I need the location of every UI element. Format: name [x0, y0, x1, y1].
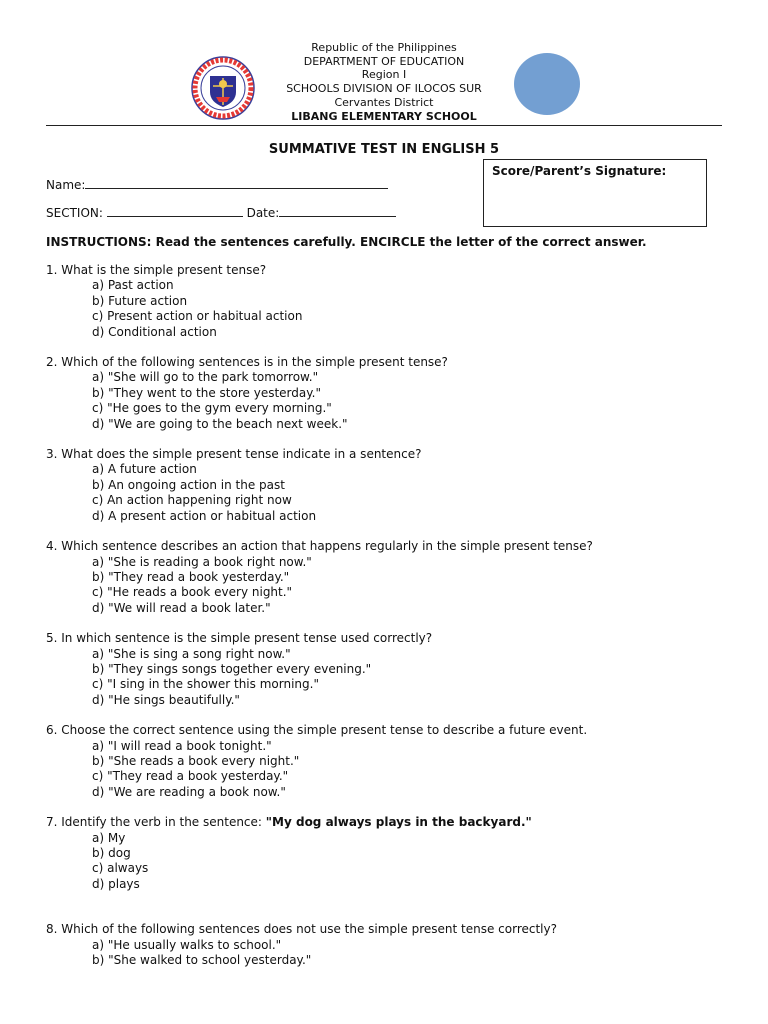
- header-line-department: DEPARTMENT OF EDUCATION: [303, 54, 465, 68]
- option-a[interactable]: a) Past action: [92, 278, 174, 293]
- question-text: 4. Which sentence describes an action that happens regularly in the simple present tense?: [46, 539, 593, 554]
- question-text: 8. Which of the following sentences does not use the simple present tense correctly?: [46, 922, 557, 937]
- option-b[interactable]: b) An ongoing action in the past: [92, 477, 285, 492]
- option-a[interactable]: a) A future action: [92, 462, 197, 477]
- question-5: [46, 631, 736, 708]
- option-b[interactable]: b) "They sings songs together every evening.": [92, 661, 372, 676]
- header-line-republic: Republic of the Philippines: [311, 41, 457, 54]
- name-blank-line[interactable]: [85, 177, 388, 189]
- name-field[interactable]: [46, 177, 388, 192]
- header-line-region: Region I: [361, 68, 407, 82]
- question-text: 2. Which of the following sentences is in the simple present tense?: [46, 355, 448, 370]
- instructions: INSTRUCTIONS: Read the sentences carefully. ENCIRCLE the letter of the correct answer.: [46, 235, 647, 249]
- question-text: [46, 815, 736, 830]
- question-text: 6. Choose the correct sentence using the simple present tense to describe a future event.: [46, 723, 588, 738]
- question-text: 3. What does the simple present tense indicate in a sentence?: [46, 447, 422, 462]
- question-3: [46, 447, 736, 524]
- question-6: [46, 723, 736, 800]
- option-d[interactable]: d) Conditional action: [92, 324, 217, 339]
- option-c[interactable]: c) always: [92, 861, 149, 876]
- question-2: [46, 355, 736, 432]
- option-a[interactable]: a) "She will go to the park tomorrow.": [92, 370, 319, 385]
- question-text: 5. In which sentence is the simple present tense used correctly?: [46, 631, 433, 646]
- header-line-district: Cervantes District: [334, 95, 434, 109]
- score-label: Score/Parent’s Signature:: [492, 164, 667, 178]
- date-blank-line[interactable]: [279, 205, 396, 217]
- question-quote: "My dog always plays in the backyard.": [265, 815, 532, 830]
- header-line-division: SCHOOLS DIVISION OF ILOCOS SUR: [286, 82, 482, 96]
- section-blank-line[interactable]: [107, 205, 243, 217]
- deped-seal-icon: [191, 56, 255, 120]
- option-c[interactable]: c) "I sing in the shower this morning.": [92, 677, 319, 692]
- option-a[interactable]: a) "I will read a book tonight.": [92, 738, 272, 753]
- option-a[interactable]: a) My: [92, 830, 126, 845]
- option-c[interactable]: c) Present action or habitual action: [92, 309, 303, 324]
- letterhead: [0, 41, 768, 123]
- option-d[interactable]: d) "We are reading a book now.": [92, 784, 286, 799]
- school-name: LIBANG ELEMENTARY SCHOOL: [291, 109, 477, 123]
- section-label: SECTION:: [46, 206, 103, 220]
- question-list: [46, 263, 736, 983]
- option-c[interactable]: c) "He reads a book every night.": [92, 585, 293, 600]
- option-b[interactable]: b) "She walked to school yesterday.": [92, 953, 312, 968]
- option-d[interactable]: d) "We are going to the beach next week.": [92, 416, 348, 431]
- option-d[interactable]: d) "We will read a book later.": [92, 600, 271, 615]
- blue-circle-logo: [514, 53, 580, 115]
- option-b[interactable]: b) "She reads a book every night.": [92, 753, 300, 768]
- option-c[interactable]: c) "They read a book yesterday.": [92, 769, 289, 784]
- option-a[interactable]: a) "She is sing a song right now.": [92, 646, 291, 661]
- name-label: Name:: [46, 178, 86, 192]
- option-c[interactable]: c) "He goes to the gym every morning.": [92, 401, 332, 416]
- score-signature-box[interactable]: [483, 159, 707, 227]
- option-b[interactable]: b) Future action: [92, 293, 188, 308]
- question-4: [46, 539, 736, 616]
- option-b[interactable]: b) "They read a book yesterday.": [92, 569, 290, 584]
- option-d[interactable]: d) "He sings beautifully.": [92, 692, 240, 707]
- option-a[interactable]: a) "She is reading a book right now.": [92, 554, 312, 569]
- question-7: [46, 815, 736, 892]
- header-divider: [46, 125, 722, 126]
- question-8: [46, 922, 736, 968]
- section-date-row: [46, 205, 396, 220]
- question-text: 1. What is the simple present tense?: [46, 263, 267, 277]
- option-d[interactable]: d) A present action or habitual action: [92, 508, 317, 523]
- question-text-lead: 7. Identify the verb in the sentence:: [46, 815, 266, 830]
- date-label: Date:: [246, 206, 280, 220]
- option-c[interactable]: c) An action happening right now: [92, 493, 292, 508]
- option-d[interactable]: d) plays: [92, 876, 140, 891]
- option-b[interactable]: b) dog: [92, 846, 131, 860]
- test-title: SUMMATIVE TEST IN ENGLISH 5: [268, 142, 500, 157]
- option-b[interactable]: b) "They went to the store yesterday.": [92, 385, 321, 400]
- option-a[interactable]: a) "He usually walks to school.": [92, 937, 282, 952]
- question-1: [46, 263, 736, 340]
